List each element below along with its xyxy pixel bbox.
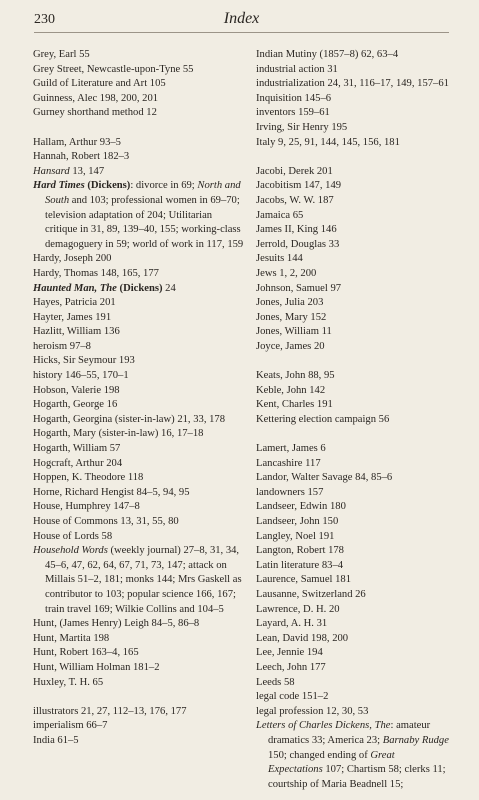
index-entry: Haunted Man, The (Dickens) 24 [33, 282, 176, 294]
index-entry: Lawrence, D. H. 20 [256, 603, 340, 615]
index-entry: Langton, Robert 178 [256, 545, 344, 557]
index-entry: Landseer, Edwin 180 [256, 501, 346, 513]
index-entry: Irving, Sir Henry 195 [256, 121, 348, 133]
index-entry: Hogarth, George 16 [33, 399, 118, 411]
index-entry: Hogcraft, Arthur 204 [33, 457, 123, 469]
index-entry: Inquisition 145–6 [256, 92, 332, 104]
index-entry: Kent, Charles 191 [256, 399, 333, 411]
index-entry: House of Commons 13, 31, 55, 80 [33, 516, 179, 527]
index-entry: Hogarth, William 57 [33, 443, 121, 455]
index-entry: Hogarth, Mary (sister-in-law) 16, 17–18 [33, 428, 204, 440]
letter-section-gap [33, 121, 247, 136]
letter-section-gap [33, 690, 247, 705]
index-entry: Guild of Literature and Art 105 [33, 78, 166, 90]
index-entry: inventors 159–61 [256, 107, 330, 119]
index-entry: Hard Times (Dickens): divorce in 69; North and South and 103; professional women in 69–70; television adaptation of 204; Utilitarian critique in 31, 89, 139–40, 155; working-class demagoguery in 59; world of work in 117, 159 [33, 180, 244, 250]
index-entry: imperialism 66–7 [33, 720, 108, 732]
index-entry: Hayter, James 191 [33, 311, 112, 323]
letter-section-gap [256, 354, 452, 369]
index-entry: Jacobitism 147, 149 [256, 180, 342, 192]
index-entry: Hunt, (James Henry) Leigh 84–5, 86–8 [33, 618, 200, 630]
page-title: Index [223, 10, 260, 27]
running-header [34, 6, 449, 33]
index-entry: Laurence, Samuel 181 [256, 574, 352, 586]
index-entry: James II, King 146 [256, 224, 337, 236]
index-entry: Hoppen, K. Theodore 118 [33, 472, 144, 484]
index-entry: Lean, David 198, 200 [256, 632, 349, 644]
letter-section-gap [256, 150, 452, 165]
index-entry: Hansard 13, 147 [33, 165, 105, 177]
index-entry: Hayes, Patricia 201 [33, 297, 116, 309]
index-entry: Lausanne, Switzerland 26 [256, 588, 366, 600]
index-entry: Jamaica 65 [256, 209, 304, 221]
index-entry: Lee, Jennie 194 [256, 647, 323, 659]
index-entry: legal profession 12, 30, 53 [256, 705, 369, 717]
index-entry: legal code 151–2 [256, 691, 329, 703]
index-entry: landowners 157 [256, 486, 324, 498]
index-column-left [33, 48, 247, 749]
index-entry: Gurney shorthand method 12 [33, 107, 157, 119]
index-entry: Johnson, Samuel 97 [256, 282, 342, 294]
index-entry: Hallam, Arthur 93–5 [33, 136, 121, 148]
index-column-right [256, 48, 452, 792]
index-entry: Langley, Noel 191 [256, 530, 335, 542]
index-entry: Hardy, Joseph 200 [33, 253, 112, 265]
index-entry: Layard, A. H. 31 [256, 618, 328, 630]
index-entry: Horne, Richard Hengist 84–5, 94, 95 [33, 486, 190, 498]
index-entry: Leeds 58 [256, 676, 295, 688]
index-entry: Jacobs, W. W. 187 [256, 194, 334, 206]
index-entry: Huxley, T. H. 65 [33, 676, 104, 688]
page-number: 230 [34, 12, 55, 27]
index-entry: Indian Mutiny (1857–8) 62, 63–4 [256, 49, 399, 60]
index-entry: Keble, John 142 [256, 384, 326, 396]
index-entry: Leech, John 177 [256, 661, 326, 673]
index-entry: heroism 97–8 [33, 340, 91, 352]
index-entry: Hannah, Robert 182–3 [33, 151, 130, 163]
index-entry: Jerrold, Douglas 33 [256, 238, 340, 250]
index-entry: Jones, William 11 [256, 326, 332, 338]
index-entry: Hardy, Thomas 148, 165, 177 [33, 267, 159, 279]
index-entry: Household Words (weekly journal) 27–8, 31, 34, 45–6, 47, 62, 64, 67, 71, 73, 147; attack on Millais 51–2, 181; monks 144; Mrs Gaskell as contributor to 103; popular science 166, 167; train travel 169; Wilkie Collins and 104–5 [33, 545, 242, 615]
index-entry: Lancashire 117 [256, 457, 321, 469]
index-entry: industrialization 24, 31, 116–17, 149, 157–61 [256, 78, 449, 90]
index-entry: Jones, Mary 152 [256, 311, 327, 323]
index-entry: Jesuits 144 [256, 253, 303, 265]
index-entry: Landseer, John 150 [256, 516, 339, 527]
index-entry: Grey, Earl 55 [33, 49, 90, 60]
index-entry: Hogarth, Georgina (sister-in-law) 21, 33, 178 [33, 413, 226, 425]
index-entry: Jews 1, 2, 200 [256, 267, 317, 279]
index-entry: Joyce, James 20 [256, 340, 325, 352]
index-entry: Hicks, Sir Seymour 193 [33, 355, 135, 367]
index-entry: Lamert, James 6 [256, 443, 326, 455]
index-entry: Hobson, Valerie 198 [33, 384, 120, 396]
index-entry: history 146–55, 170–1 [33, 370, 129, 382]
index-entry: Hunt, Martita 198 [33, 632, 110, 644]
index-entry: Jacobi, Derek 201 [256, 165, 333, 177]
index-entry: House, Humphrey 147–8 [33, 501, 140, 513]
index-entry: Italy 9, 25, 91, 144, 145, 156, 181 [256, 136, 400, 148]
index-entry: Hazlitt, William 136 [33, 326, 120, 338]
index-entry: illustrators 21, 27, 112–13, 176, 177 [33, 705, 187, 717]
index-entry: Hunt, Robert 163–4, 165 [33, 647, 139, 659]
index-entry: India 61–5 [33, 734, 79, 746]
index-entry: Latin literature 83–4 [256, 559, 344, 571]
index-entry: Letters of Charles Dickens, The: amateur dramatics 33; America 23; Barnaby Rudge 150; changed ending of Great Expectations 107; Chartism 58; clerks 11; courtship of Maria Beadnell 15; [256, 720, 449, 790]
index-entry: Jones, Julia 203 [256, 297, 324, 309]
index-entry: Keats, John 88, 95 [256, 370, 335, 382]
index-entry: Landor, Walter Savage 84, 85–6 [256, 472, 393, 484]
index-entry: Grey Street, Newcastle-upon-Tyne 55 [33, 63, 194, 75]
index-entry: Guinness, Alec 198, 200, 201 [33, 92, 159, 104]
index-entry: House of Lords 58 [33, 530, 113, 542]
index-entry: Hunt, William Holman 181–2 [33, 661, 160, 673]
letter-section-gap [256, 427, 452, 442]
index-entry: Kettering election campaign 56 [256, 413, 390, 425]
index-entry: industrial action 31 [256, 63, 338, 75]
